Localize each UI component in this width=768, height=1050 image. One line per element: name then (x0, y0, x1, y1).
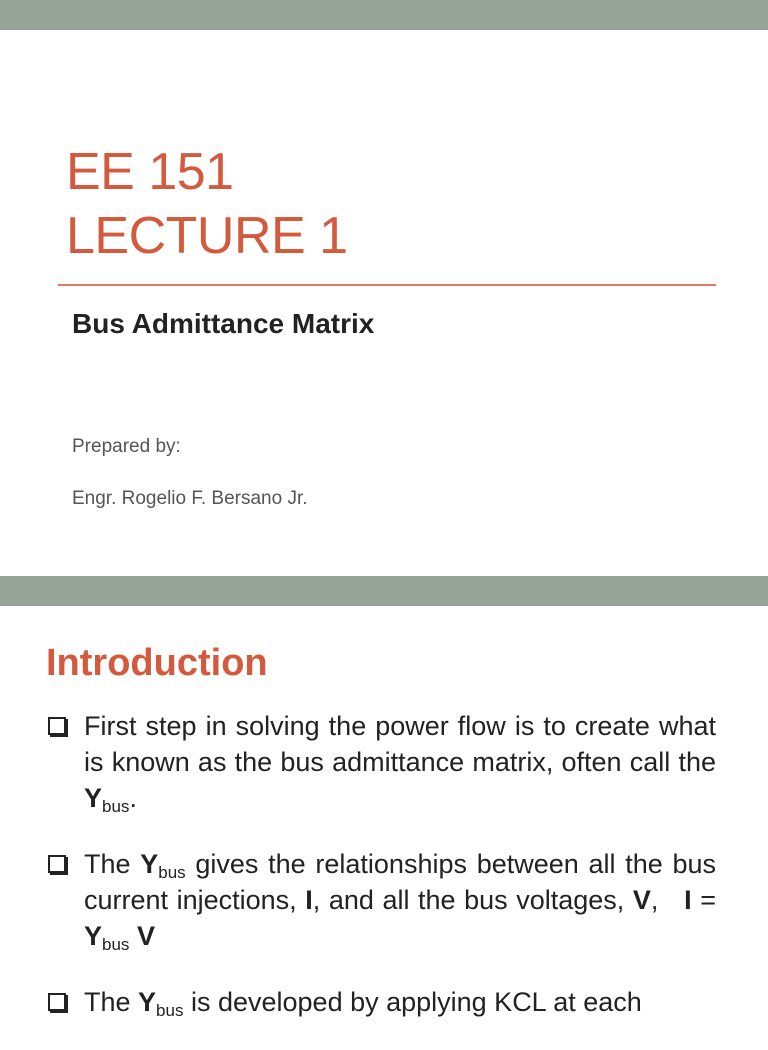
checkbox-bullet-icon (48, 855, 66, 873)
bullet-text-span: , and all the bus voltages, (312, 885, 633, 915)
bullet-text (84, 708, 716, 816)
bullet-text-span: is developed by applying KCL at each (183, 987, 642, 1017)
bullet-text-span: The (84, 987, 139, 1017)
subscript: bus (156, 1001, 184, 1020)
slide-separator-band (0, 576, 768, 606)
bullet-item (46, 846, 716, 954)
top-accent-band (0, 0, 768, 30)
slide-title (66, 140, 348, 268)
bullet-text (84, 984, 716, 1020)
author-name: Engr. Rogelio F. Bersano Jr. (72, 488, 308, 509)
bullet-text (84, 846, 716, 954)
bullet-text-span: The (84, 849, 141, 879)
equation-current: I (684, 885, 692, 915)
checkbox-bullet-icon (48, 717, 66, 735)
bullet-list (46, 708, 716, 1050)
ybus-symbol: Y (84, 783, 103, 813)
voltage-symbol: V (632, 885, 651, 915)
subscript: bus (102, 935, 130, 954)
bullet-item (46, 984, 716, 1020)
title-line-2: LECTURE 1 (66, 207, 348, 265)
subscript: bus (158, 863, 186, 882)
prepared-by-label: Prepared by: (72, 436, 181, 457)
bullet-text-span: gives the relationships between all the bus current injections, (84, 849, 716, 915)
bullet-text-span: . (129, 783, 137, 813)
bullet-item (46, 708, 716, 816)
checkbox-bullet-icon (48, 993, 66, 1011)
title-divider (58, 284, 716, 286)
ybus-symbol: Y (140, 849, 159, 879)
section-heading: Introduction (46, 642, 268, 684)
bullet-text-span: First step in solving the power flow is to create what is known as the bus admittance matrix, often call the (84, 711, 716, 777)
equation-voltage: V (129, 921, 155, 951)
current-symbol: I (305, 885, 313, 915)
bullet-text-span: , (650, 885, 659, 915)
title-line-1: EE 151 (66, 143, 234, 201)
equation-ybus: Y (84, 921, 103, 951)
slide-subtitle: Bus Admittance Matrix (72, 308, 375, 339)
subscript: bus (102, 797, 130, 816)
ybus-symbol: Y (138, 987, 157, 1017)
equation-operator: = (691, 885, 716, 915)
